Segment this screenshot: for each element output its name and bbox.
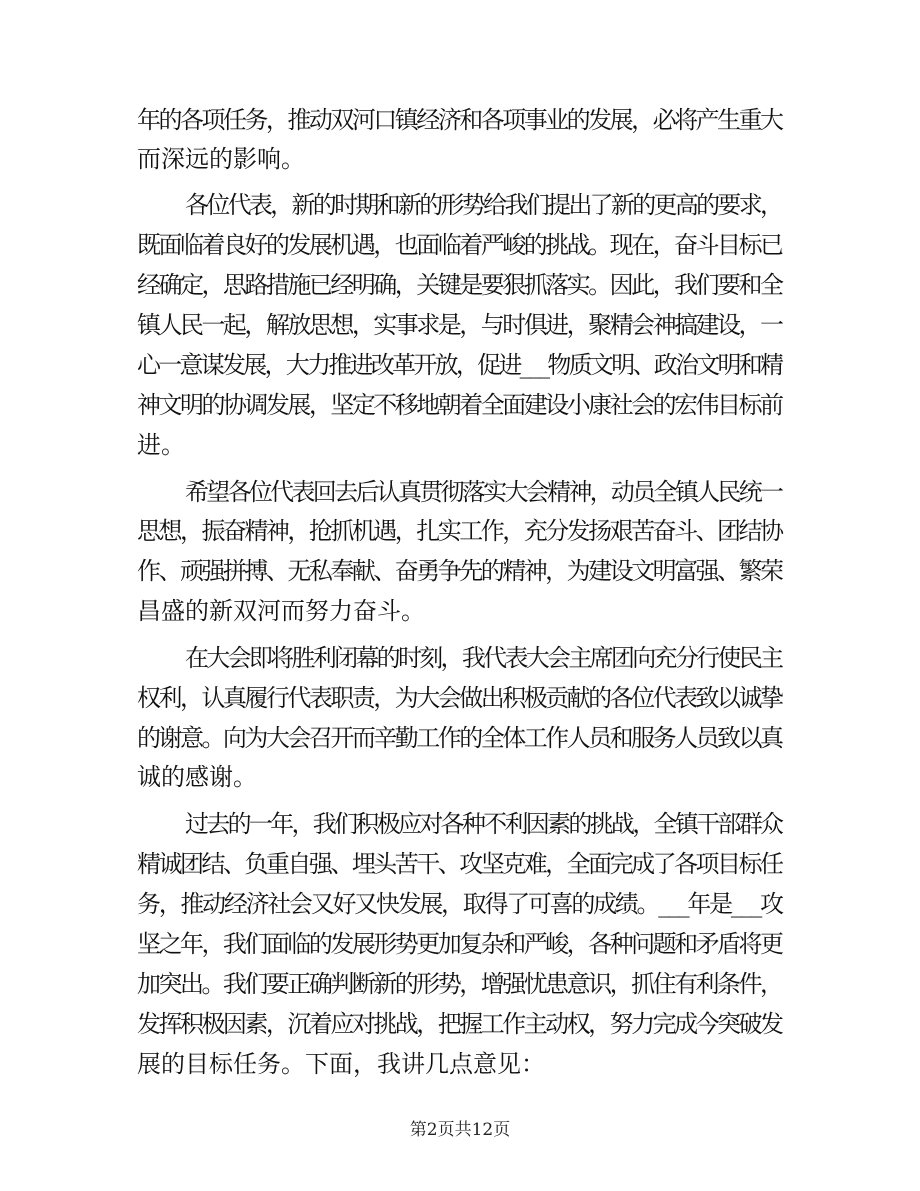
text-line: 进。 [137, 431, 185, 459]
text-line: 各位代表，新的时期和新的形势给我们提出了新的更高的要求， [185, 191, 782, 219]
text-line: 在大会即将胜利闭幕的时刻，我代表大会主席团向充分行使民主 [185, 644, 782, 672]
text-line: 希望各位代表回去后认真贯彻落实大会精神，动员全镇人民统一 [185, 478, 782, 506]
text-line: 的谢意。向为大会召开而辛勤工作的全体工作人员和服务人员致以真 [137, 724, 782, 752]
text-line: 神文明的协调发展，坚定不移地朝着全面建设小康社会的宏伟目标前 [137, 391, 782, 419]
text-line: 精诚团结、负重自强、埋头苦干、攻坚克难，全面完成了各项目标任 [137, 850, 782, 878]
page-number: 第2页共12页 [409, 1120, 511, 1140]
text-line: 既面临着良好的发展机遇，也面临着严峻的挑战。现在，奋斗目标已 [137, 231, 782, 259]
text-line: 权利，认真履行代表职责，为大会做出积极贡献的各位代表致以诚挚 [137, 684, 782, 712]
text-line: 而深远的影响。 [137, 145, 305, 173]
text-line: 诚的感谢。 [137, 763, 257, 791]
text-line: 思想，振奋精神，抢抓机遇，扎实工作，充分发扬艰苦奋斗、团结协 [137, 517, 782, 545]
text-line: 昌盛的新双河而努力奋斗。 [137, 597, 425, 625]
text-line: 心一意谋发展，大力推进改革开放，促进___物质文明、政治文明和精 [137, 351, 782, 379]
text-line: 年的各项任务，推动双河口镇经济和各项事业的发展，必将产生重大 [137, 106, 782, 134]
text-line: 务，推动经济社会又好又快发展，取得了可喜的成绩。___年是___攻 [137, 890, 782, 918]
text-line: 镇人民一起，解放思想，实事求是，与时俱进，聚精会神搞建设，一 [137, 311, 782, 339]
text-line: 经确定，思路措施已经明确，关键是要狠抓落实。因此，我们要和全 [137, 271, 782, 299]
text-line: 坚之年，我们面临的发展形势更加复杂和严峻，各种问题和矛盾将更 [137, 930, 782, 958]
text-line: 展的目标任务。下面，我讲几点意见： [137, 1050, 545, 1078]
text-line: 作、顽强拼搏、无私奉献、奋勇争先的精神，为建设文明富强、繁荣 [137, 557, 782, 585]
text-line: 发挥积极因素，沉着应对挑战，把握工作主动权，努力完成今突破发 [137, 1010, 782, 1038]
text-line: 加突出。我们要正确判断新的形势，增强忧患意识，抓住有利条件， [137, 970, 782, 998]
text-line: 过去的一年，我们积极应对各种不利因素的挑战，全镇干部群众 [185, 810, 782, 838]
